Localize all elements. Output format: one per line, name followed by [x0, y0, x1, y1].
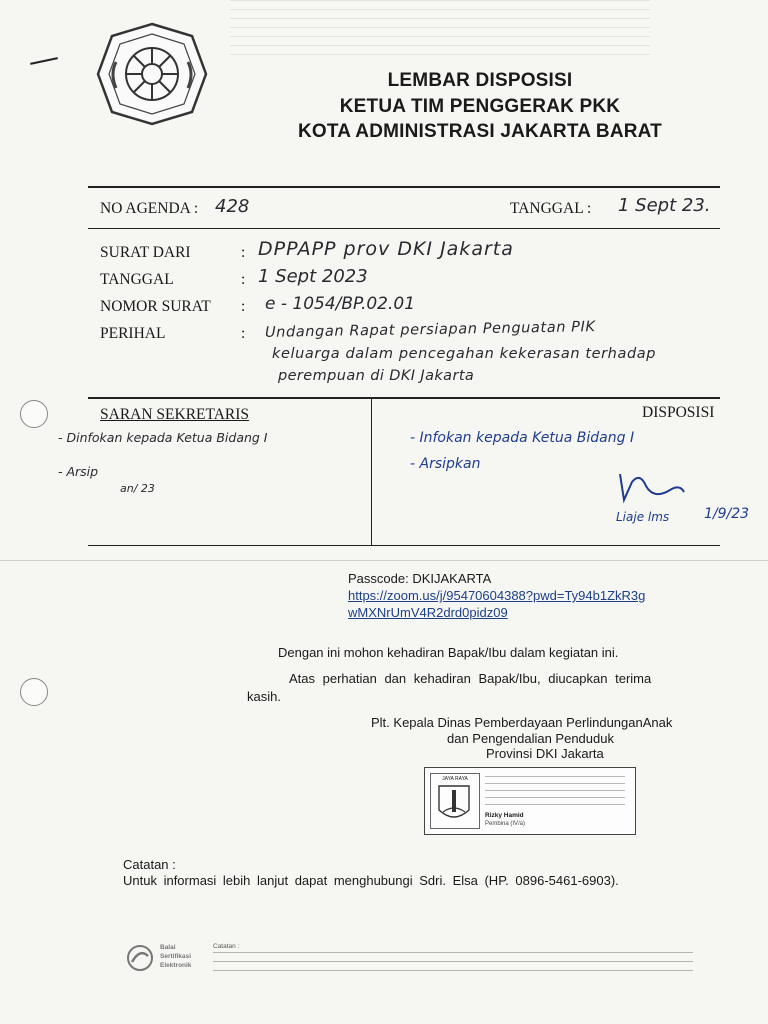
nomor-surat-label: NOMOR SURAT [100, 298, 211, 315]
bsre-logo-text-2: Sertifikasi [160, 953, 192, 960]
letter-paragraph-2-line2: kasih. [247, 689, 281, 704]
signatory-line2: dan Pengendalian Penduduk [447, 731, 614, 746]
header-divider [88, 186, 720, 188]
disposisi-item-1: - Infokan kepada Ketua Bidang I [410, 430, 635, 446]
signatory-line1: Plt. Kepala Dinas Pemberdayaan PerlindunganAnak [371, 715, 673, 730]
punch-hole-bottom [20, 678, 48, 706]
pen-stroke-mark [30, 57, 58, 65]
bsre-logo-text-1: Balai [160, 944, 176, 951]
attached-letter-edge [0, 560, 768, 561]
jaya-raya-logo [430, 773, 480, 829]
disposisi-table-top-rule [88, 397, 720, 399]
zoom-link-line2[interactable]: wMXNrUmV4R2drd0pidz09 [348, 605, 508, 620]
signatory-line3: Provinsi DKI Jakarta [486, 746, 604, 761]
tanggal-surat-colon: : [241, 271, 246, 288]
bsre-logo-text-3: Elektronik [160, 962, 192, 969]
electronic-signature-stamp [424, 767, 636, 835]
passcode-text: Passcode: DKIJAKARTA [348, 571, 492, 586]
surat-dari-colon: : [241, 244, 246, 261]
saran-sekretaris-header: SARAN SEKRETARIS [100, 406, 250, 423]
disposisi-date: 1/9/23 [704, 506, 750, 522]
stamp-signer-rank: Pembina (IV/a) [485, 821, 526, 827]
no-agenda-label: NO AGENDA : [100, 200, 199, 217]
letter-paragraph-1: Dengan ini mohon kehadiran Bapak/Ibu dalam kegiatan ini. [278, 645, 619, 660]
pkk-emblem-logo [96, 22, 208, 126]
agenda-divider [88, 228, 720, 229]
nomor-surat-colon: : [241, 298, 246, 315]
nomor-surat-value: e - 1054/BP.02.01 [265, 294, 416, 314]
perihal-label: PERIHAL [100, 325, 166, 342]
disposisi-signature-name: Liaje lms [616, 510, 670, 524]
perihal-value-line2: keluarga dalam pencegahan kekerasan terhadap [272, 346, 657, 362]
disposisi-item-2: - Arsipkan [410, 456, 481, 472]
surat-dari-label: SURAT DARI [100, 244, 191, 261]
tanggal-surat-label: TANGGAL [100, 271, 174, 288]
zoom-link-line1[interactable]: https://zoom.us/j/95470604388?pwd=Ty94b1ZkR3g [348, 588, 646, 603]
letter-paragraph-2-line1: Atas perhatian dan kehadiran Bapak/Ibu, diucapkan terima [289, 671, 652, 686]
no-agenda-value: 428 [215, 196, 250, 217]
disposisi-signature-scribble [610, 470, 690, 510]
tanggal-label: TANGGAL : [510, 200, 592, 217]
disposisi-table-column-divider [371, 397, 372, 545]
catatan-text: Untuk informasi lebih lanjut dapat menghubungi Sdri. Elsa (HP. 0896-5461-6903). [123, 873, 619, 888]
surat-dari-value: DPPAPP prov DKI Jakarta [258, 238, 514, 260]
footnote-text-placeholder [213, 952, 693, 974]
form-title-line2: KETUA TIM PENGGERAK PKK [339, 96, 621, 117]
saran-signature: an/ 23 [120, 482, 155, 495]
form-title-line1: LEMBAR DISPOSISI [387, 70, 573, 91]
footnote-label: Catatan : [213, 943, 240, 950]
perihal-value-line1: Undangan Rapat persiapan Penguatan PIK [264, 319, 596, 341]
perihal-colon: : [241, 325, 246, 342]
tanggal-surat-value: 1 Sept 2023 [258, 266, 368, 287]
bsre-logo [126, 944, 206, 974]
form-title-line3: KOTA ADMINISTRASI JAKARTA BARAT [297, 121, 662, 142]
jaya-raya-text: JAYA RAYA [442, 776, 468, 782]
saran-item-1: - Dinfokan kepada Ketua Bidang I [58, 430, 268, 445]
saran-item-2: - Arsip [58, 464, 99, 479]
stamp-text-placeholder [485, 776, 625, 806]
punch-hole-top [20, 400, 48, 428]
disposisi-table-bottom-rule [88, 545, 720, 546]
tanggal-value: 1 Sept 23. [618, 195, 711, 216]
bleed-through-marks [230, 0, 650, 60]
perihal-value-line3: perempuan di DKI Jakarta [278, 368, 475, 384]
disposisi-header: DISPOSISI [642, 404, 715, 421]
catatan-label: Catatan : [123, 857, 176, 872]
stamp-signer-name: Rizky Hamid [485, 812, 524, 819]
